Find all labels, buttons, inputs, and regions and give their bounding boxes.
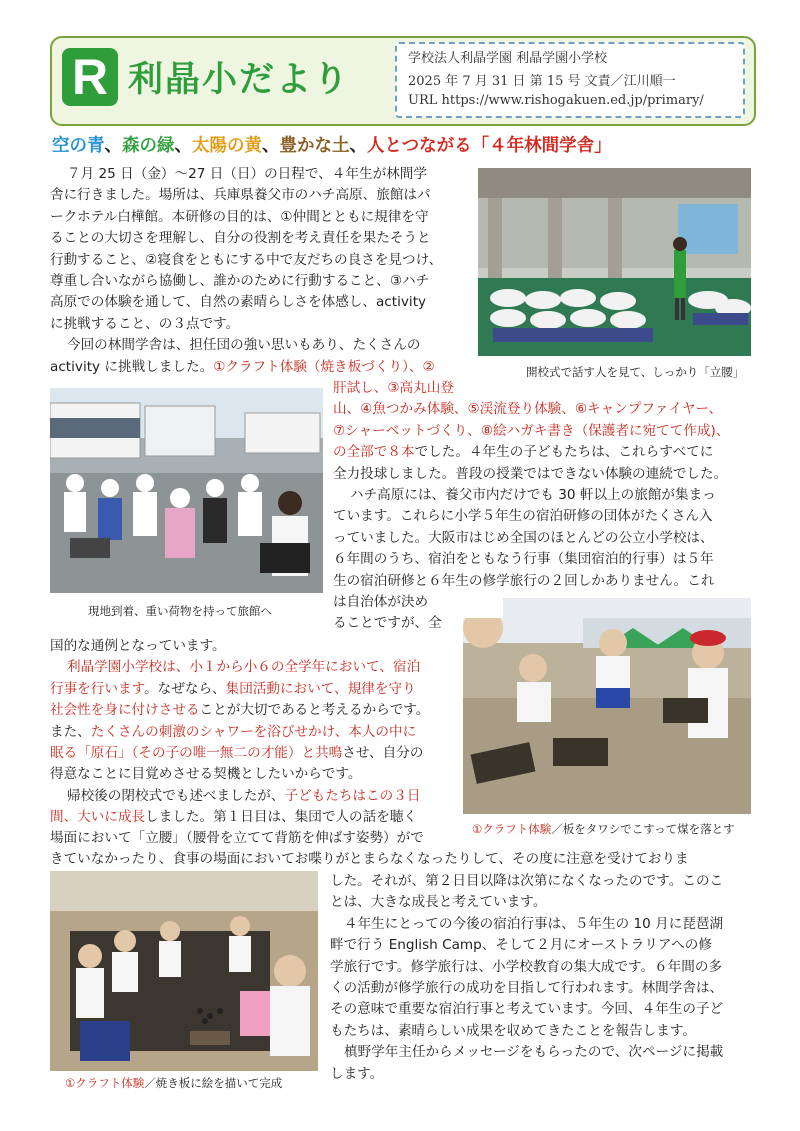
text-line: くの活動が修学旅行の成功を目指して行われます。林間学舎は、 xyxy=(330,980,724,997)
text-line: きていなかったり、食事の場面においてお喋りがとまらなくなったりして、その度に注意を受けておりま xyxy=(50,851,689,867)
headline-sep: 、 xyxy=(174,136,192,156)
headline-event: 「４年林間学舎」 xyxy=(471,136,612,156)
headline-yellow: 太陽の黄 xyxy=(192,136,262,156)
text-line: 全力投球しました。普段の授業ではできない体験の連続でした。 xyxy=(333,465,728,482)
headline-people: 人とつながる xyxy=(367,136,472,156)
text-line: っていました。大阪市はじめ全国のほとんどの公立小学校は、 xyxy=(333,529,714,546)
policy-text: たくさんの刺激のシャワーを浴びせかけ、本人の中に xyxy=(90,723,417,740)
text-span: 。なぜなら、 xyxy=(144,680,226,697)
caption-highlight: ①クラフト体験 xyxy=(472,822,552,836)
text-span: でした。４年生の子どもたちは、これらすべてに xyxy=(414,444,714,461)
text-line: ることですが、全 xyxy=(333,615,442,632)
paragraph-intro xyxy=(50,164,473,378)
text-line: に挑戦すること、の３点です。 xyxy=(50,315,240,332)
text-line: 舎に行きました。場所は、兵庫県養父市のハチ高原、旅館はパ xyxy=(50,187,431,204)
text-line: 場面において「立腰」（腰骨を立てて背筋を伸ばす姿勢）がで xyxy=(50,830,424,846)
text-line: ハチ高原には、養父市内だけでも 30 軒以上の旅館が集まっ xyxy=(350,487,716,504)
caption-opening-ceremony: 開校式で話す人を見て、しっかり「立腰」 xyxy=(526,365,745,379)
growth-text: 子どもたちはこの３日 xyxy=(284,787,421,804)
text-line: は自治体が決め xyxy=(333,594,429,611)
photo-opening-ceremony xyxy=(478,168,751,356)
text-line: 畔で行う English Camp、そして２月にオーストラリアへの修 xyxy=(330,937,712,954)
text-line: ４年生にとっての今後の宿泊行事は、５年生の 10 月に琵琶湖 xyxy=(344,915,724,932)
text-line: 行動すること、②寝食をともにする中で友だちの良さを見つけ、 xyxy=(50,251,443,268)
policy-text: 社会性を身に付けさせる xyxy=(50,702,200,719)
headline-green: 森の緑 xyxy=(122,136,175,156)
text-line: 高原での体験を通して、自然の素晴らしさを体感し、activity xyxy=(50,294,427,311)
text-span: activity に挑戦しました。 xyxy=(50,358,214,375)
policy-text: 行事を行います xyxy=(50,680,145,697)
paragraph-future xyxy=(330,871,752,1085)
policy-text: 利晶学園小学校は、小１から小６の全学年において、宿泊 xyxy=(67,659,421,676)
headline-sep: 、 xyxy=(104,136,122,156)
school-url[interactable]: URL https://www.rishogakuen.ed.jp/primary/ xyxy=(408,93,704,108)
headline-blue: 空の青 xyxy=(52,136,105,156)
text-line: 槙野学年主任からメッセージをもらったので、次ページに掲載 xyxy=(344,1044,724,1061)
school-logo: R xyxy=(62,48,118,106)
policy-text: 集団活動において、規律を守り xyxy=(225,680,416,697)
text-line: ークホテル白樺館。本研修の目的は、①仲間とともに規律を守 xyxy=(50,208,429,225)
text-line: もたちは、素晴らしい成果を収めてきたことを報告します。 xyxy=(330,1022,696,1039)
photo-arrival xyxy=(50,388,323,593)
headline-sep: 、 xyxy=(262,136,280,156)
text-span: また、 xyxy=(50,723,91,740)
policy-text: 眠る「原石」（その子の唯一無二の才能）と共鳴 xyxy=(50,745,343,762)
caption-text: ／焼き板に絵を描いて完成 xyxy=(144,1076,283,1090)
paragraph-growth-cont xyxy=(50,849,750,870)
caption-craft-finished xyxy=(65,1075,282,1091)
text-span: 帰校後の閉校式でも述べましたが、 xyxy=(67,787,285,804)
text-line: 尊重し合いながら協働し、誰かのために行動すること、③ハチ xyxy=(50,273,430,290)
text-span: させ、自分の xyxy=(342,745,424,762)
activity-list: 肝試し、③高丸山登 xyxy=(333,380,454,396)
text-line: その意味で重要な宿泊行事と考えています。今回、４年生の子ど xyxy=(330,1001,724,1018)
text-line: 国的な通例となっています。 xyxy=(50,638,226,654)
text-line: 生の宿泊研修と６年生の修学旅行の２回しかありません。これ xyxy=(333,572,715,589)
activity-list: 山、④魚つかみ体験、⑤渓流登り体験、⑥キャンプファイヤー、 xyxy=(333,401,723,418)
photo-craft-finished xyxy=(50,871,318,1071)
text-line: 学旅行です。修学旅行は、小学校教育の集大成です。６年間の多 xyxy=(330,958,723,975)
headline-sep: 、 xyxy=(349,136,367,156)
activity-list: ①クラフト体験（焼き板づくり）、② xyxy=(213,358,435,375)
text-line: ６年間のうち、宿泊をともなう行事（集団宿泊的行事）は５年 xyxy=(333,551,714,568)
school-name: 学校法人利晶学園 利晶学園小学校 xyxy=(408,51,608,66)
headline-soil: 豊かな土 xyxy=(279,136,350,156)
growth-text: 間、大いに成長 xyxy=(50,809,146,826)
issue-info: 2025 年 7 月 31 日 第 15 号 文責／江川順一 xyxy=(408,74,676,89)
text-line: ７月 25 日（金）～27 日（日）の日程で、４年生が林間学 xyxy=(67,166,427,182)
text-line: 得意なことに目覚めさせる契機としたいからです。 xyxy=(50,766,362,783)
paragraph-policy xyxy=(50,636,460,829)
text-line: した。それが、第２日目以降は次第になくなったのです。このこ xyxy=(330,873,724,889)
caption-craft-scrubbing xyxy=(472,821,735,837)
paragraph-growth xyxy=(50,828,455,849)
text-line: とは、大きな成長と考えています。 xyxy=(330,894,547,911)
text-span: しました。第１日目は、集団で人の話を聴く xyxy=(145,809,418,826)
caption-arrival: 現地到着、重い荷物を持って旅館へ xyxy=(88,604,272,618)
activity-count: の全部で８本 xyxy=(333,444,415,461)
paragraph-activities xyxy=(333,378,753,635)
activity-list: ⑦シャーベットづくり、⑧絵ハガキ書き（保護者に宛てて作成)、 xyxy=(333,422,730,439)
text-line: 今回の林間学舎は、担任団の強い思いもあり、たくさんの xyxy=(67,337,421,354)
text-line: ることの大切さを理解し、自分の役割を考え責任を果たそうと xyxy=(50,230,431,247)
text-line: ています。これらに小学５年生の宿泊研修の団体がたくさん入 xyxy=(333,508,713,525)
article-headline xyxy=(52,132,612,157)
text-span: ことが大切であると考えるからです。 xyxy=(199,702,430,719)
newsletter-title: 利晶小だより xyxy=(128,60,351,100)
caption-highlight: ①クラフト体験 xyxy=(65,1076,145,1090)
caption-text: ／板をタワシでこすって煤を落とす xyxy=(551,822,735,836)
text-line: します。 xyxy=(330,1065,384,1082)
